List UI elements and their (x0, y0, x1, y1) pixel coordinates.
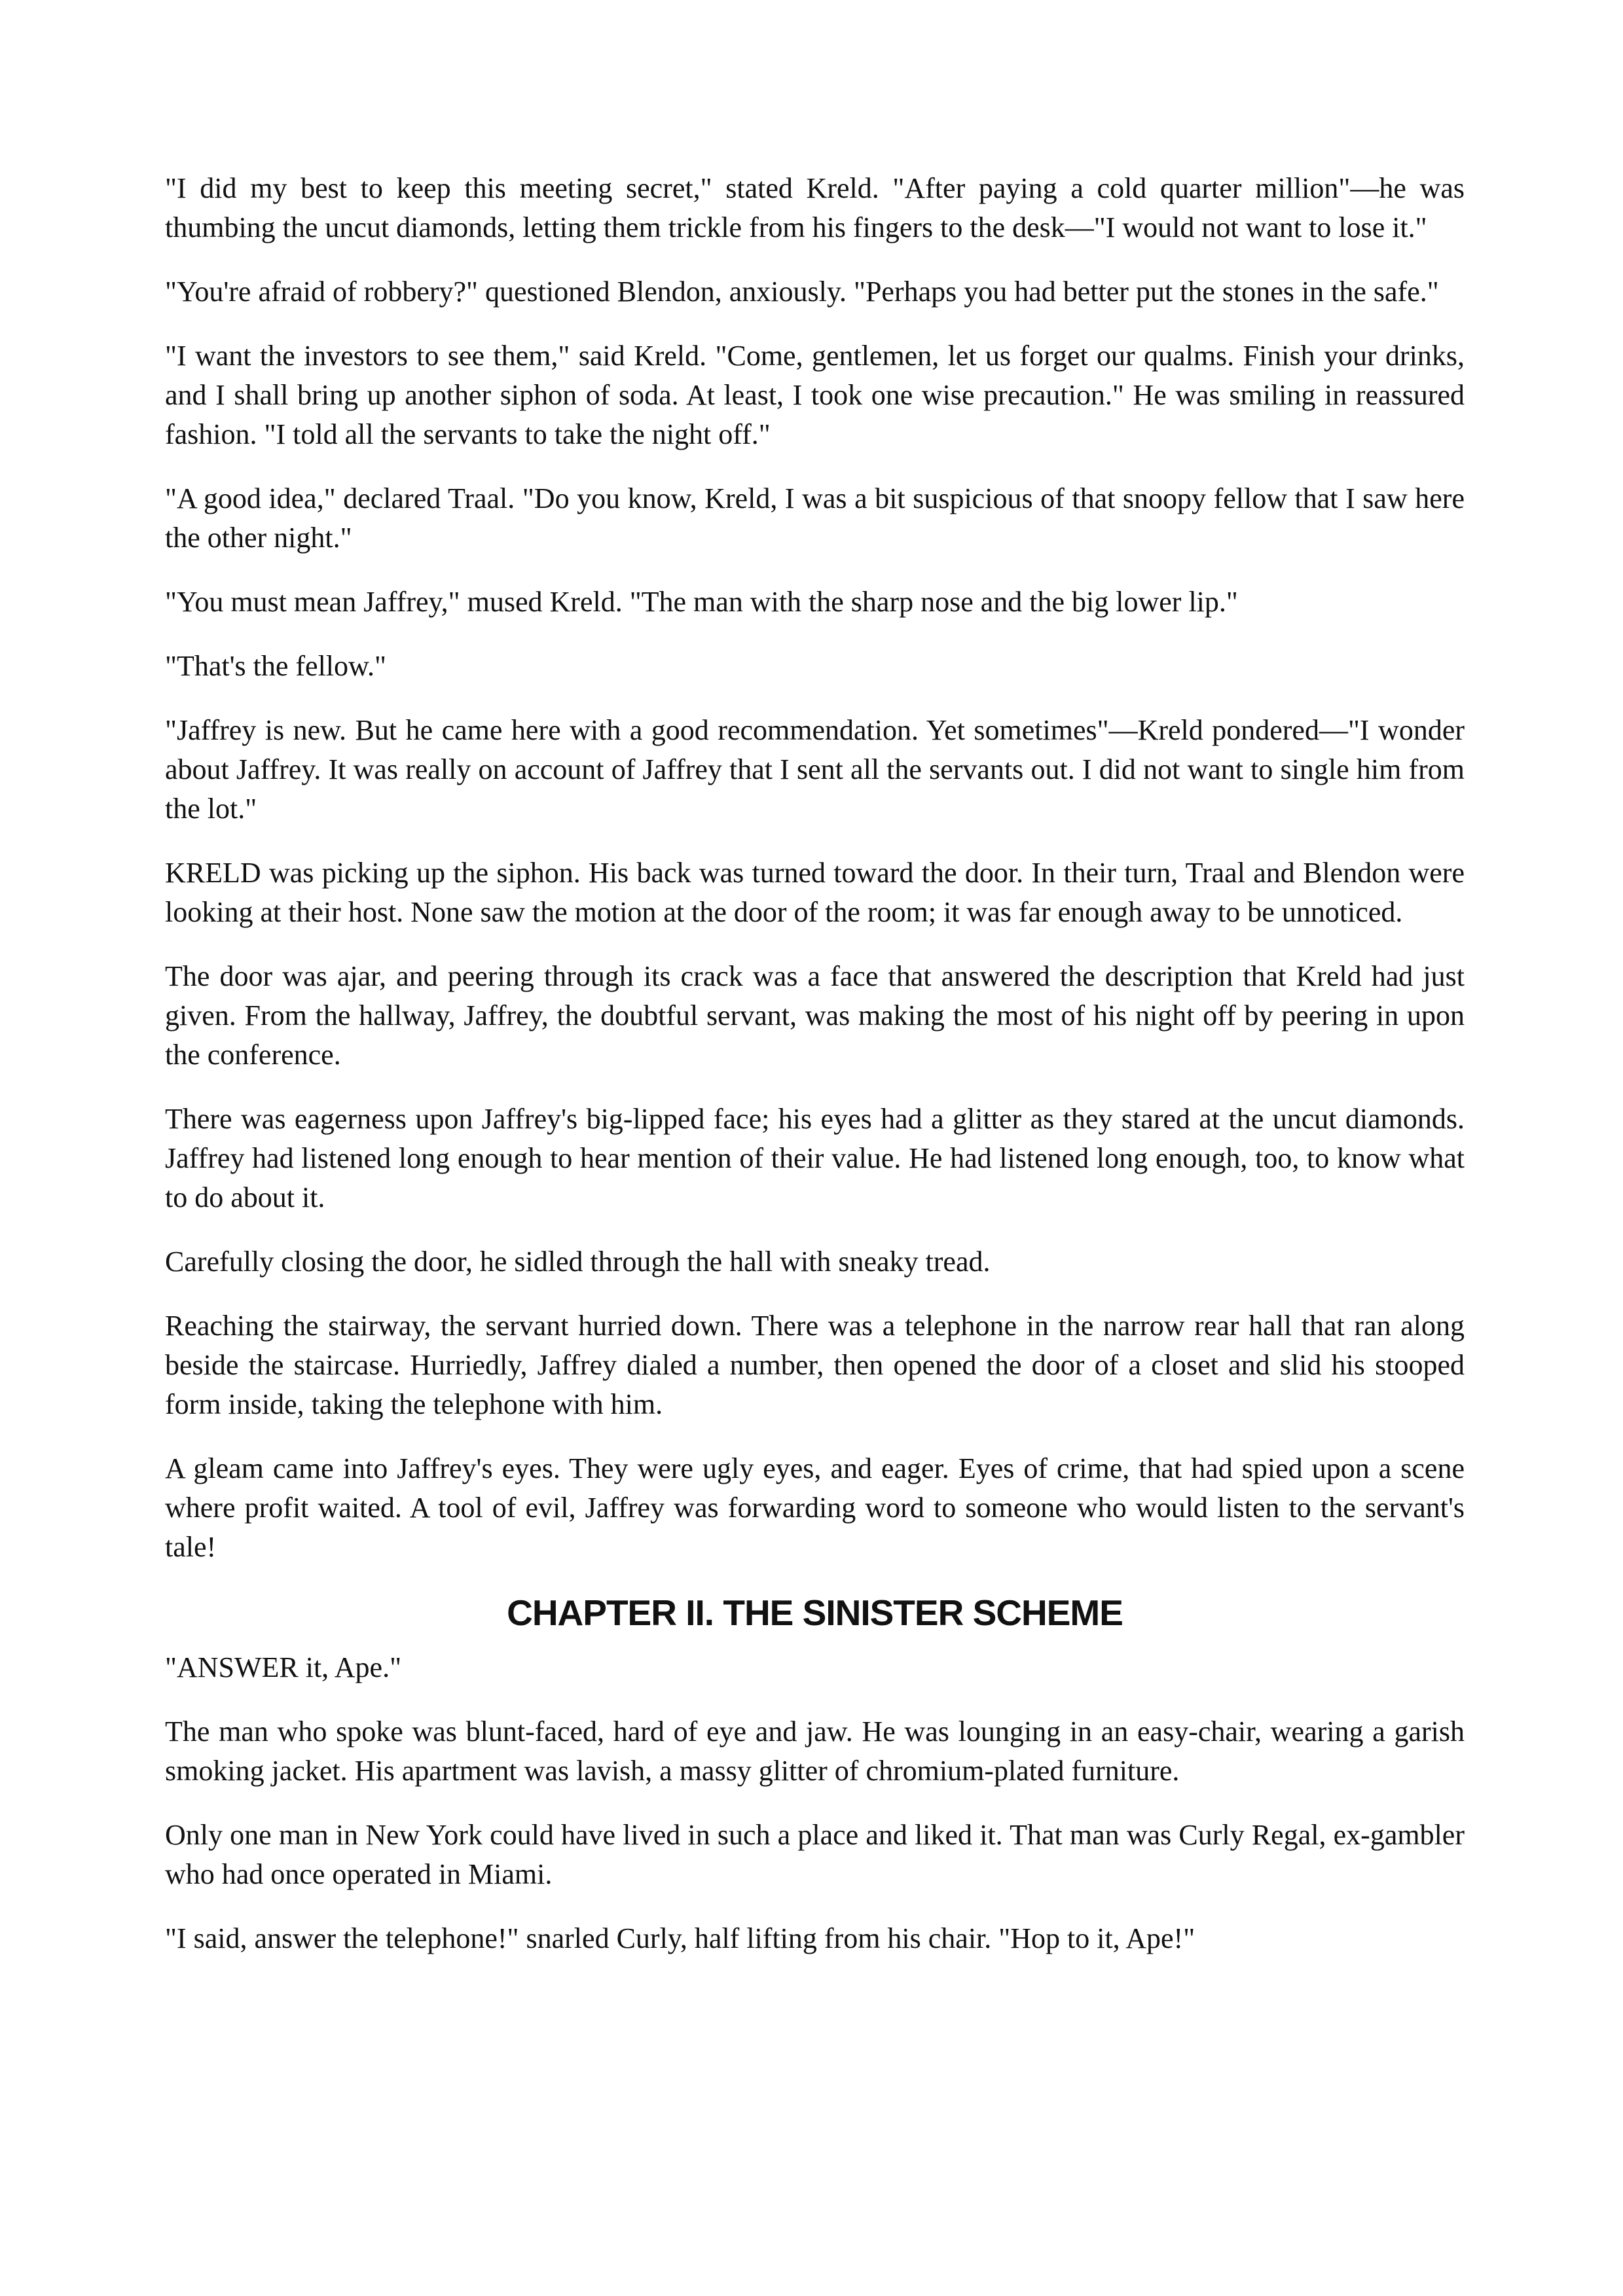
paragraph: The man who spoke was blunt-faced, hard of eye and jaw. He was lounging in an easy-chair, wearing a garish smoking jacket. His apartment was lavish, a massy glitter of chromium-plated furniture. (165, 1715, 1465, 1787)
paragraph: "ANSWER it, Ape." (165, 1651, 402, 1683)
paragraph: "I said, answer the telephone!" snarled Curly, half lifting from his chair. "Hop to it, Ape!" (165, 1922, 1195, 1954)
paragraph: KRELD was picking up the siphon. His back was turned toward the door. In their turn, Traal and Blendon were looking at their host. None saw the motion at the door of the room; it was far enough away to be unnoticed. (165, 857, 1465, 928)
paragraph: Only one man in New York could have lived in such a place and liked it. That man was Curly Regal, ex-gambler who had once operated in Miami. (165, 1819, 1465, 1890)
paragraph: "You're afraid of robbery?" questioned Blendon, anxiously. "Perhaps you had better put the stones in the safe." (165, 276, 1439, 308)
paragraph: There was eagerness upon Jaffrey's big-lipped face; his eyes had a glitter as they stared at the uncut diamonds. Jaffrey had listened long enough to hear mention of their value. He had listened long enough, too, to know what to do about it. (165, 1103, 1465, 1213)
paragraph: Carefully closing the door, he sidled through the hall with sneaky tread. (165, 1246, 991, 1278)
chapter-heading: CHAPTER II. THE SINISTER SCHEME (507, 1592, 1123, 1633)
paragraph: The door was ajar, and peering through its crack was a face that answered the description that Kreld had just given. From the hallway, Jaffrey, the doubtful servant, was making the most of his night off by peering in upon the conference. (165, 960, 1465, 1071)
paragraph: Reaching the stairway, the servant hurried down. There was a telephone in the narrow rear hall that ran along beside the staircase. Hurriedly, Jaffrey dialed a number, then opened the door of a closet and slid his stooped form inside, taking the telephone with him. (165, 1310, 1465, 1420)
paragraph: "A good idea," declared Traal. "Do you know, Kreld, I was a bit suspicious of that snoopy fellow that I saw here the other night." (165, 482, 1465, 554)
paragraph: "That's the fellow." (165, 650, 386, 682)
paragraph: "Jaffrey is new. But he came here with a good recommendation. Yet sometimes"—Kreld pondered—"I wonder about Jaffrey. It was really on account of Jaffrey that I sent all the servants out. I did not want to single him from the lot." (165, 714, 1465, 825)
paragraph: A gleam came into Jaffrey's eyes. They were ugly eyes, and eager. Eyes of crime, that had spied upon a scene where profit waited. A tool of evil, Jaffrey was forwarding word to someone who would listen to the servant's tale! (165, 1452, 1465, 1563)
paragraph: "You must mean Jaffrey," mused Kreld. "The man with the sharp nose and the big lower lip." (165, 586, 1238, 618)
paragraph: "I want the investors to see them," said Kreld. "Come, gentlemen, let us forget our qualms. Finish your drinks, and I shall bring up another siphon of soda. At least, I took one wise precaution." He was smiling in reassured fashion. "I told all the servants to take the night off." (165, 340, 1465, 450)
paragraph: "I did my best to keep this meeting secret," stated Kreld. "After paying a cold quarter million"—he was thumbing the uncut diamonds, letting them trickle from his fingers to the desk—"I would not want to lose it." (165, 172, 1465, 243)
document-page (165, 169, 1465, 1983)
